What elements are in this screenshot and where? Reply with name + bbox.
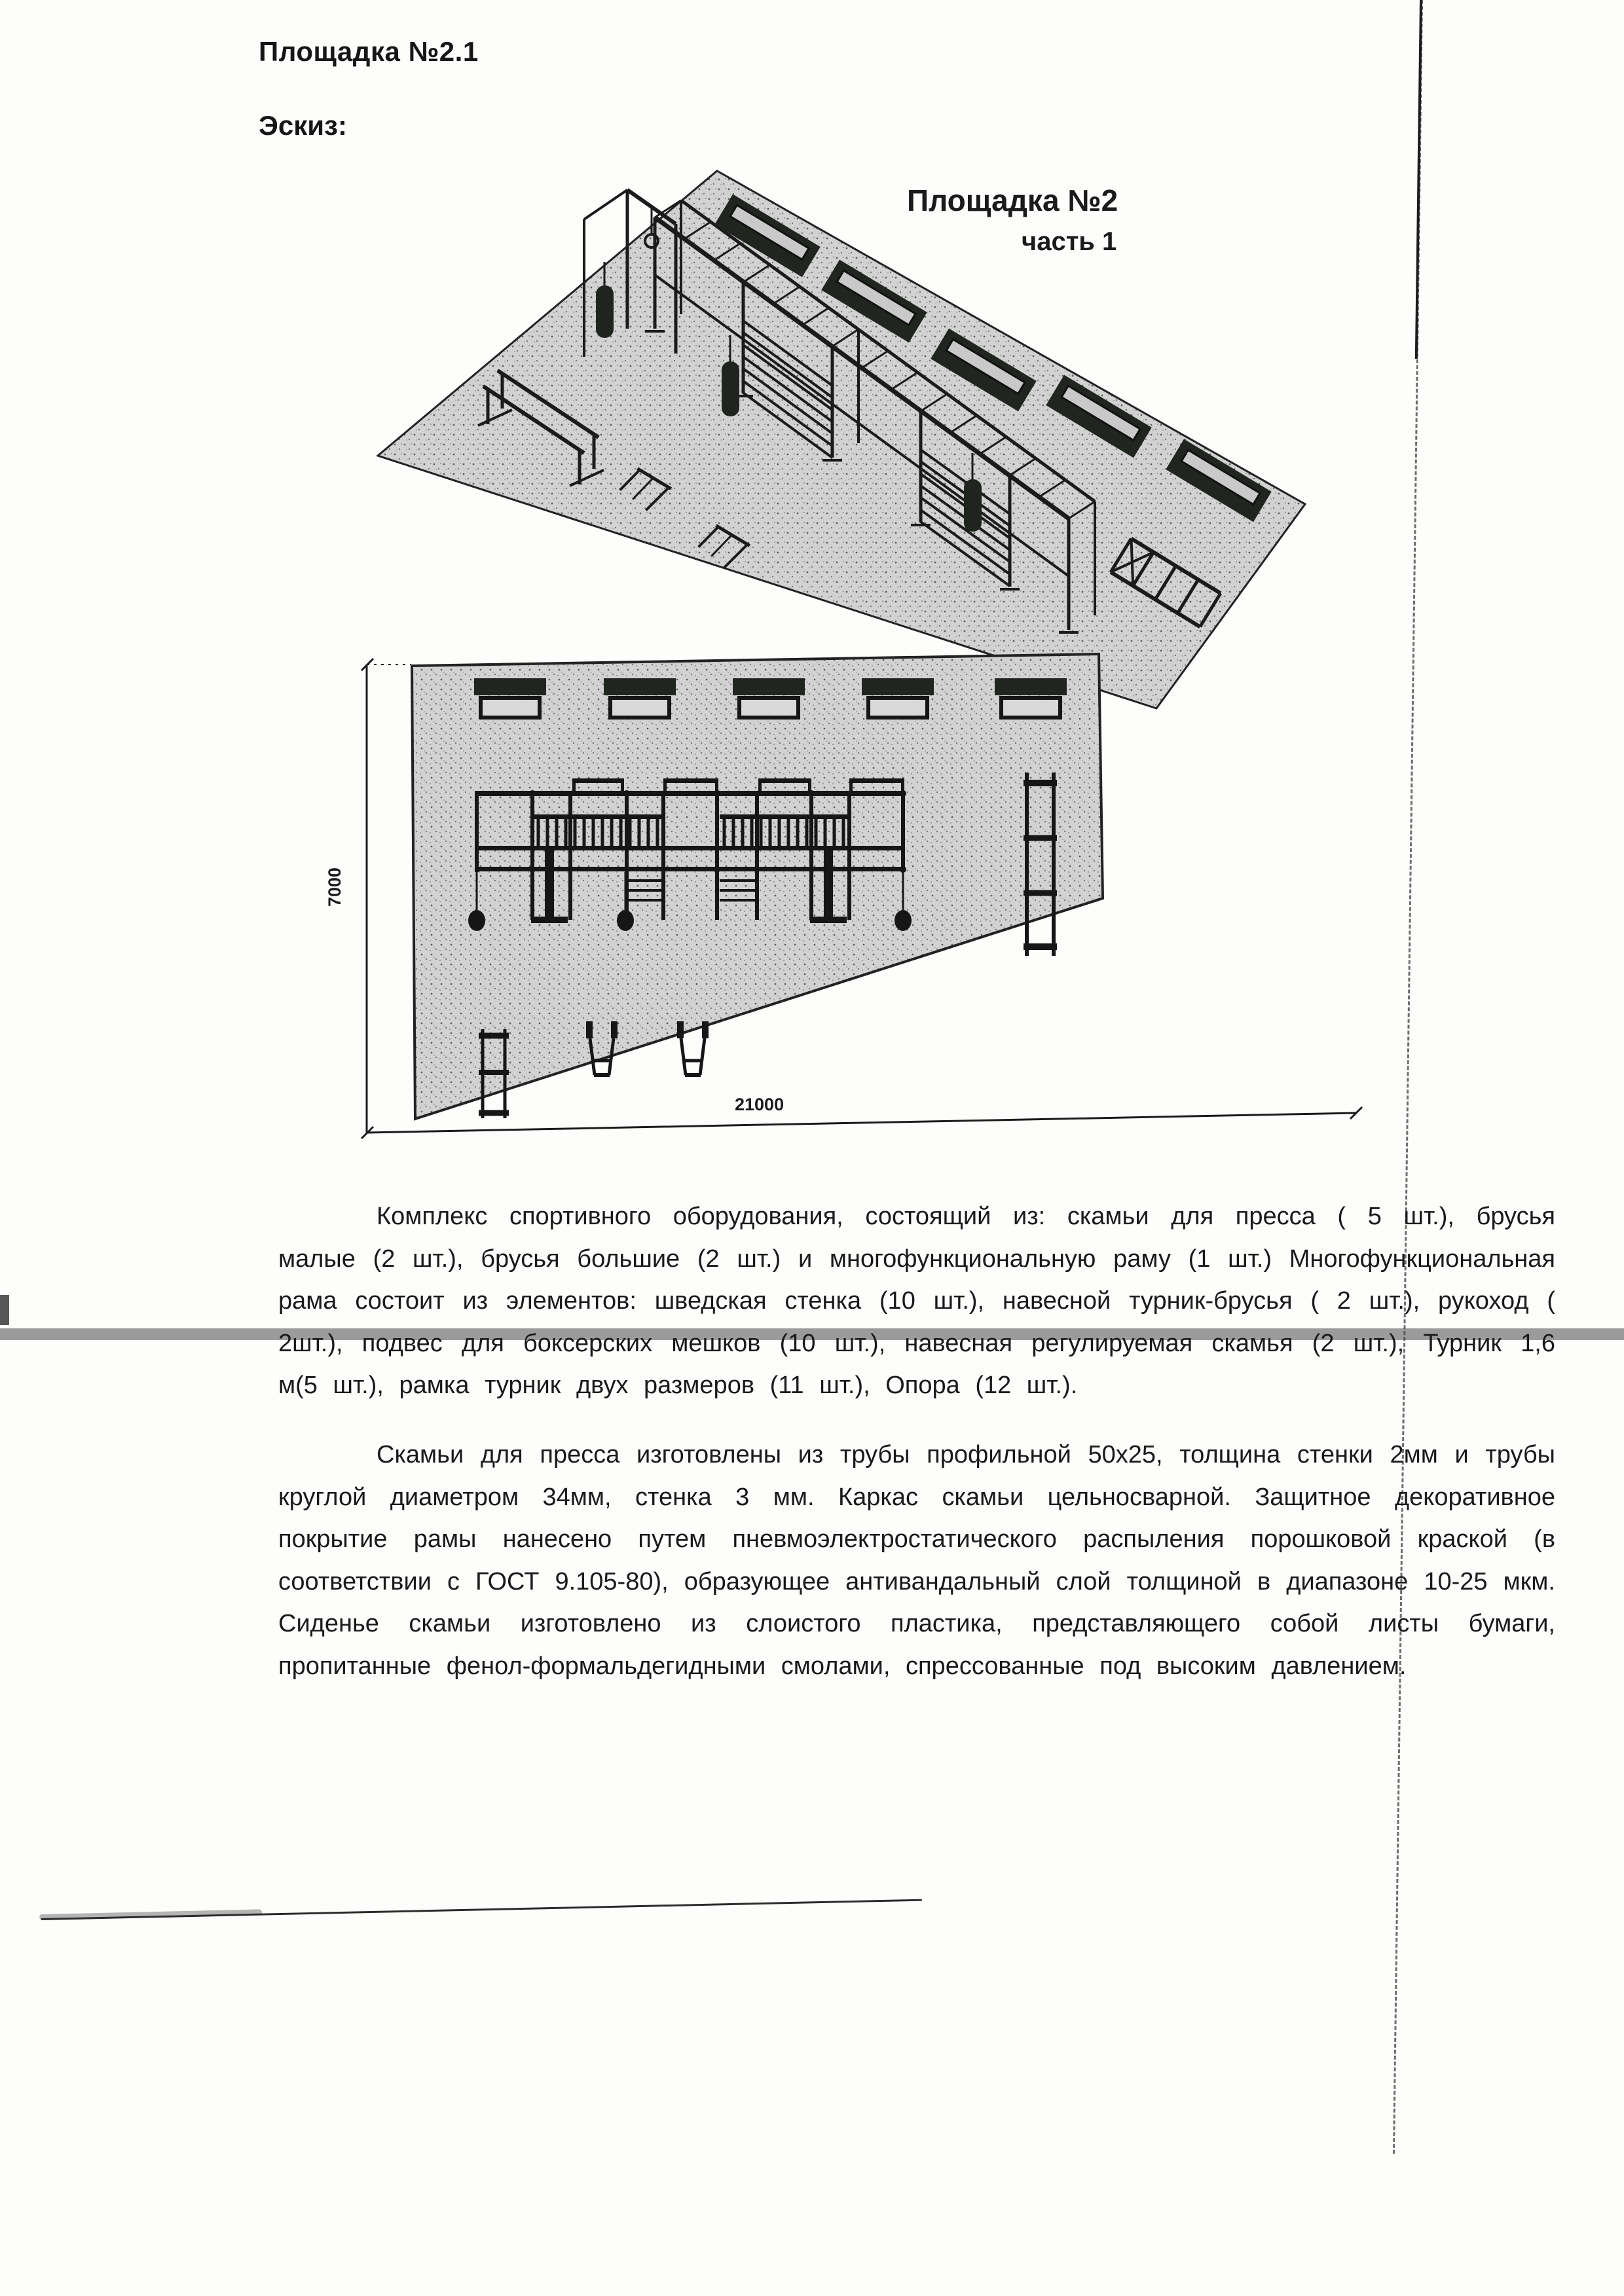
page-title: Площадка №2.1 (259, 36, 479, 67)
scan-artifact-diagonal-line (41, 1899, 922, 1920)
description-paragraph-1: Комплекс спортивного оборудования, состоящий из: скамьи для пресса ( 5 шт.), брусья малые (2 шт.), брусья большие (2 шт.) и многофункциональную раму (1 шт.) Многофункциональная рама состоит из элементов: шведская стенка (10 шт.), навесной турник-брусья ( 2 шт.), рукоход ( 2шт.), подвес для боксерских мешков (10 шт.), навесная регулируемая скамья (2 шт.), Турник 1,6 м(5 шт.), рамка турник двух размеров (11 шт.), Опора (12 шт.). (278, 1203, 1555, 1399)
plan-width-dim: 21000 (735, 1095, 784, 1114)
iso-title: Площадка №2 (907, 183, 1118, 217)
scan-edge-mark (0, 1295, 9, 1325)
scan-artifact-vertical-line (1393, 0, 1423, 2154)
plan-sketch (301, 629, 1388, 1152)
iso-subtitle: часть 1 (1022, 227, 1117, 256)
playground-ground-area (378, 171, 1305, 708)
sketch-label: Эскиз: (259, 110, 347, 141)
description-paragraph-2: Скамьи для пресса изготовлены из трубы профильной 50х25, толщина стенки 2мм и трубы круглой диаметром 34мм, стенка 3 мм. Каркас скамьи цельносварной. Защитное декоративное покрытие рамы нанесено путем пневмоэлектростатического распыления порошковой краской (в соответствии с ГОСТ 9.105-80), образующее антивандальный слой толщиной в диапазоне 10-25 мкм. Сиденье скамьи изготовлено из слоистого пластика, представляющего собой листы бумаги, пропитанные фенол-формальдегидными смолами, спрессованные под высоким давлением. (278, 1441, 1555, 1680)
plan-height-dim: 7000 (325, 867, 344, 907)
